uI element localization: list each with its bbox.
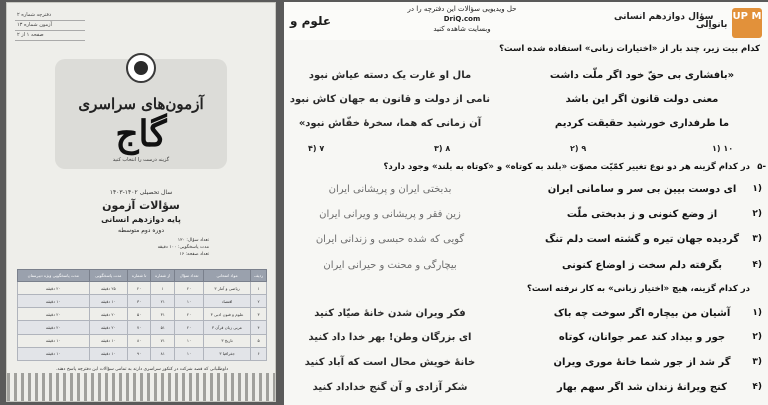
stamp-line: وبسایت شاهده کنید	[433, 25, 491, 33]
header-handwritten-mark: بانواِلی	[696, 20, 728, 30]
table-cell: ۱۰	[175, 334, 204, 347]
table-cell: اقتصاد	[203, 295, 250, 308]
verse-left: بیچارگی و محنت و حیرانی ایران	[323, 260, 457, 271]
subjects-table	[17, 269, 267, 361]
table-cell: ۱۰	[175, 347, 204, 360]
exam-booklet-cover	[6, 2, 276, 402]
table-cell: ۱۰	[175, 295, 204, 308]
academic-year: سال تحصیلی ۱۴۰۲-۱۴۰۳	[109, 189, 173, 196]
table-cell: ۷۰	[128, 321, 151, 334]
verse-right: گردیده جهان تیره و گشته است دلم تنگ	[544, 234, 740, 245]
table-cell: ۵۰	[128, 308, 151, 321]
verse-left: گویی که شده حبسی و زندانی ایران	[315, 234, 465, 245]
table-cell: ۲۰	[175, 308, 204, 321]
table-cell: ۲۵ دقیقه	[89, 282, 128, 295]
table-cell: ۱۰ دقیقه	[89, 334, 128, 347]
table-cell: ۱۰ دقیقه	[89, 295, 128, 308]
table-header-cell: تعداد سؤال	[175, 270, 204, 282]
level-label: دوره دوم متوسطه	[118, 227, 164, 234]
table-cell: جغرافیا ۳	[203, 347, 250, 360]
table-cell: ۱	[251, 282, 267, 295]
decorative-border-pattern	[7, 373, 275, 401]
option-label: ۴)	[752, 260, 762, 270]
cover-footnote: داوطلبانی که قصد شرکت در کنکور سراسری دارند به تمامی سؤالات این دفترچه پاسخ دهند.	[55, 367, 229, 372]
answer-option-1: ۱۰ (۱	[712, 144, 734, 153]
table-cell: ۲۰	[175, 321, 204, 334]
table-cell: ۴	[251, 321, 267, 334]
table-cell: ۲۰ دقیقه	[18, 308, 90, 321]
table-cell: ۵۱	[151, 321, 175, 334]
table-cell: ۲۱	[151, 295, 175, 308]
table-cell: ۸۱	[151, 347, 175, 360]
verse-left: فکر ویران شدن خانهٔ صیّاد کنید	[314, 308, 466, 319]
table-cell: ۳۰	[128, 295, 151, 308]
question-1-text: کدام بیت زیر، چند بار از «اختیارات زبانی» استفاده شده است؟	[499, 44, 760, 54]
verse-right: «بافشاری بی حقّ خود اگر ملّت داشت	[549, 70, 735, 81]
stamp-url: DriQ.com	[443, 15, 481, 23]
verse-left: مال او غارت یک دسته عیاش نبود	[308, 70, 472, 81]
table-cell: ۱۰ دقیقه	[89, 347, 128, 360]
table-cell: ۱۰ دقیقه	[18, 334, 90, 347]
table-cell: ۲۰ دقیقه	[18, 321, 90, 334]
exam-details	[147, 237, 209, 258]
verse-left: آن زمانی که هما، سخرهٔ خفّاش نبود»	[298, 118, 482, 129]
table-header-cell: تا شماره	[128, 270, 151, 282]
table-header-cell: مدت پاسخگویی	[89, 270, 128, 282]
booklet-info-box	[15, 11, 85, 41]
booklet-info-line: آزمون شماره ۱۳	[15, 21, 85, 31]
table-header-cell: ردیف	[251, 270, 267, 282]
table-row	[18, 308, 267, 321]
table-cell: ۵	[251, 334, 267, 347]
brand-tagline: گزینه درست را انتخاب کنید	[112, 157, 170, 163]
series-title: آزمون‌های سراسری	[78, 95, 204, 113]
table-cell: ۹۰	[128, 347, 151, 360]
brand-seal-icon	[126, 53, 156, 83]
verse-left: زین فقر و پریشانی و ویرانی ایران	[319, 209, 461, 220]
option-label: ۴)	[752, 382, 762, 392]
table-cell: ۲۰	[175, 282, 204, 295]
table-header-row	[18, 270, 267, 282]
table-row	[18, 282, 267, 295]
cover-title: سؤالات آزمون	[102, 199, 180, 212]
answer-option-4: ۷ (۴	[308, 144, 325, 153]
verse-left: نامی از دولت و قانون به جهان کاش نبود	[289, 94, 490, 105]
answer-option-2: ۹ (۲	[570, 144, 587, 153]
booklet-info-line: دفترچه شماره ۲	[15, 11, 85, 21]
table-cell: ۳۱	[151, 308, 175, 321]
table-cell: ۶	[251, 347, 267, 360]
table-cell: ۲۰ دقیقه	[89, 308, 128, 321]
table-header-cell: مدت پاسخگویی ویژه دبیرستان	[18, 270, 90, 282]
video-solutions-stamp	[402, 4, 522, 34]
table-cell: ۲	[251, 295, 267, 308]
table-cell: ۱۰ دقیقه	[18, 347, 90, 360]
verse-right: آشیان من بیچاره اگر سوخت چه باک	[553, 308, 731, 319]
answer-option-3: ۸ (۳	[434, 144, 451, 153]
table-row	[18, 334, 267, 347]
stamp-line: حل ویدیویی سؤالات این دفترچه را در	[407, 5, 517, 13]
table-cell: علوم و فنون ادبی ۳	[203, 308, 250, 321]
verse-right: گر شد از جور شما خانهٔ موری ویران	[553, 357, 731, 368]
table-cell: ۷۱	[151, 334, 175, 347]
table-row	[18, 321, 267, 334]
exam-page-header: سؤال دوازدهم انسانی	[614, 12, 714, 22]
verse-right: ما طرفداری خورشید حقیقت کردیم	[554, 118, 730, 129]
verse-right: معنی دولت قانون اگر این باشد	[565, 94, 719, 105]
verse-right: ای دوست بیین بی سر و سامانی ایران	[547, 184, 737, 195]
table-row	[18, 295, 267, 308]
verse-right: از وضع کنونی و ز بدبختی ملّت	[566, 209, 718, 220]
exam-detail-line: مدت پاسخگویی: ۱۰۰ دقیقه	[157, 245, 209, 250]
verse-right: کنج ویرانهٔ زندان شد اگر سهم بهار	[557, 382, 727, 393]
option-label: ۲)	[752, 209, 762, 219]
table-header-cell: از شماره	[151, 270, 175, 282]
table-cell: عربی زبان قرآن ۳	[203, 321, 250, 334]
option-label: ۳)	[752, 234, 762, 244]
table-cell: ۲۰ دقیقه	[89, 321, 128, 334]
table-cell: ریاضی و آمار ۳	[203, 282, 250, 295]
exam-detail-line: تعداد صفحه: ۱۶	[179, 252, 209, 257]
table-row	[18, 347, 267, 360]
verse-right: بگرفته دلم سخت ز اوضاع کنونی	[562, 260, 722, 271]
table-cell: ۳	[251, 308, 267, 321]
question-2-text: در کدام گزینه هر دو نوع تغییر کمّیّت مصوّت «بلند به کوتاه» و «کوتاه به بلند» وجود دارد؟	[383, 162, 750, 172]
table-cell: ۲۰ دقیقه	[18, 282, 90, 295]
site-watermark-logo: UP M	[732, 8, 762, 38]
table-cell: ۸۰	[128, 334, 151, 347]
grade-label: پایه دوازدهم انسانی	[101, 215, 181, 224]
question-2-number: ۵-	[757, 162, 766, 172]
department-label: علوم و	[290, 14, 332, 28]
table-cell: ۱	[151, 282, 175, 295]
table-cell: تاریخ ۳	[203, 334, 250, 347]
table-cell: ۱۰ دقیقه	[18, 295, 90, 308]
brand-name: گاج	[115, 113, 167, 155]
exam-question-page	[284, 2, 768, 405]
option-label: ۳)	[752, 357, 762, 367]
verse-right: جور و بیداد کند عمر جوانان، کوتاه	[558, 332, 726, 343]
option-label: ۲)	[752, 332, 762, 342]
table-cell: ۲۰	[128, 282, 151, 295]
verse-left: خانهٔ خویش محال است که آباد کنید	[304, 357, 476, 368]
exam-detail-line: تعداد سؤال: ۱۲۰	[177, 238, 209, 243]
question-3-text: در کدام گزینه، هیچ «اختیار زبانی» به کار نرفته است؟	[526, 284, 750, 294]
verse-left: شکر آزادی و آن گنج خداداد کنید	[312, 382, 468, 393]
option-label: ۱)	[752, 184, 762, 194]
verse-left: بدبختی ایران و پریشانی ایران	[328, 184, 452, 195]
booklet-info-line: صفحه ۱ از ۲	[15, 31, 85, 41]
table-header-cell: مواد امتحانی	[203, 270, 250, 282]
verse-left: ای بزرگان وطن! بهر خدا داد کنید	[308, 332, 472, 343]
option-label: ۱)	[752, 308, 762, 318]
